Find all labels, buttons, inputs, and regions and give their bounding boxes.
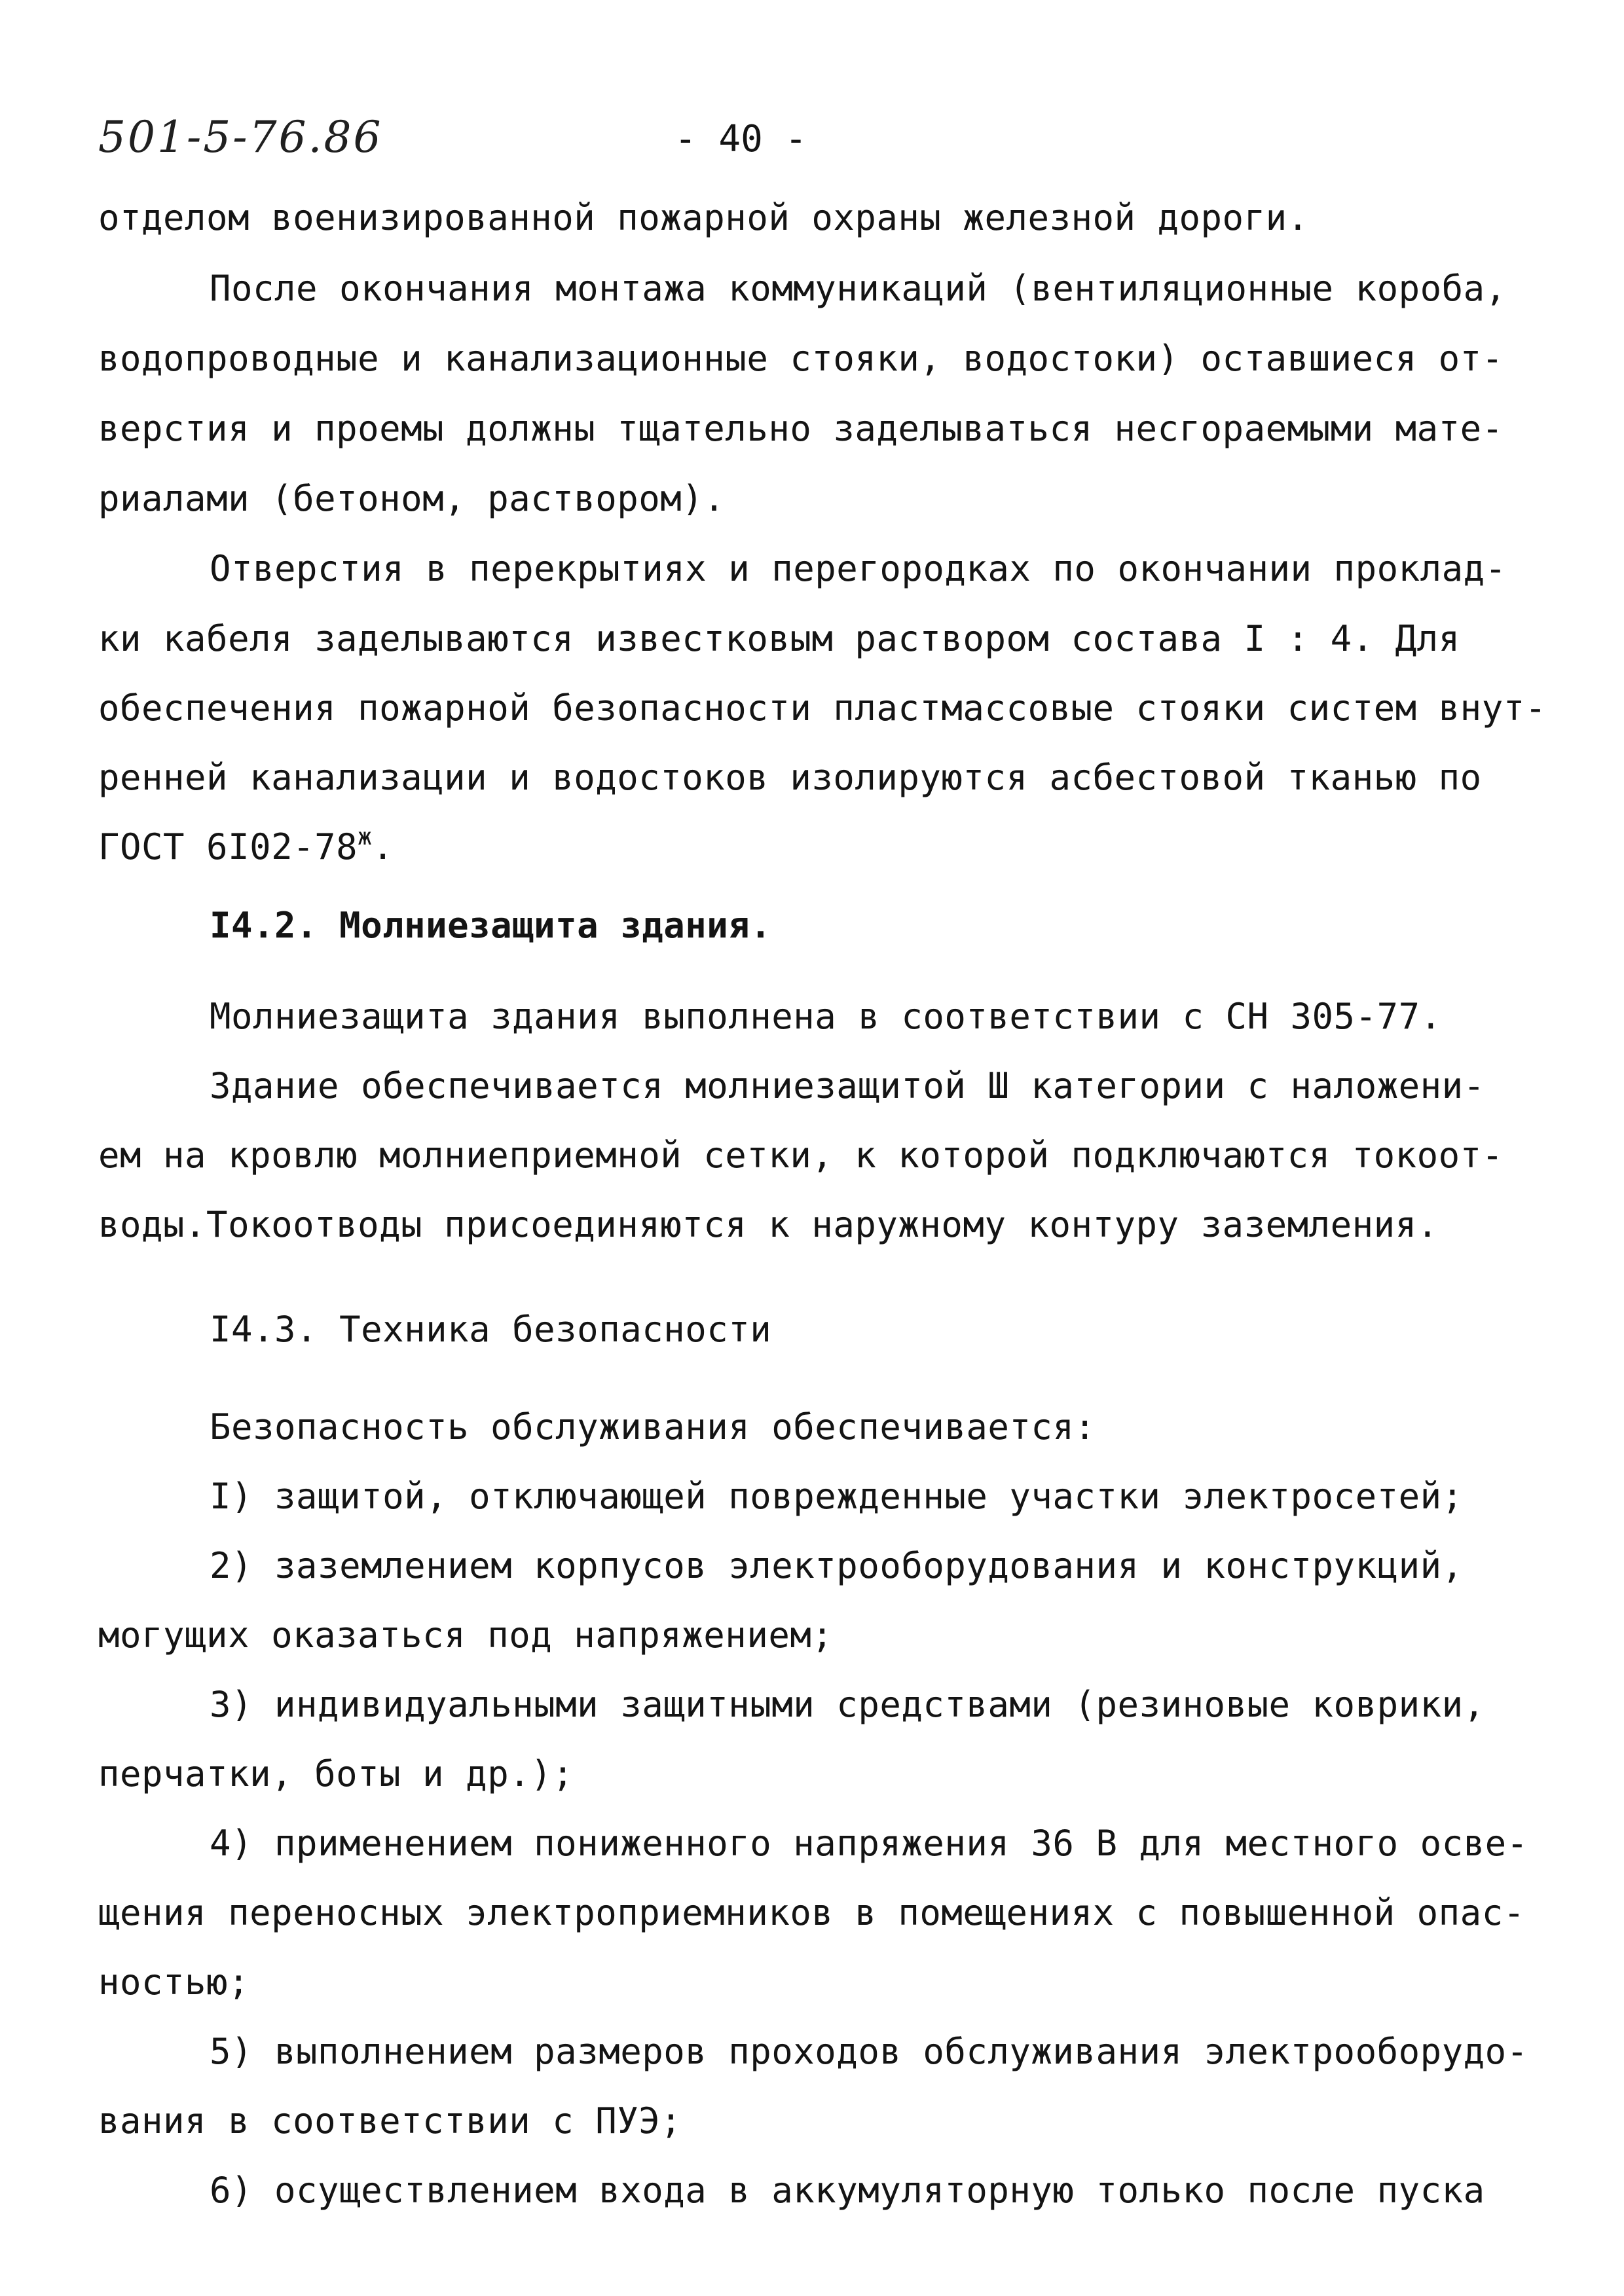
- text-line: ренней канализации и водостоков изолируются асбестовой тканью по: [98, 757, 1482, 798]
- list-item-continuation: щения переносных электроприемников в помещениях с повышенной опас-: [98, 1892, 1525, 1933]
- text-line: Молниезащита здания выполнена в соответствии с СН 305-77.: [210, 996, 1442, 1037]
- text-line: обеспечения пожарной безопасности пластмассовые стояки систем внут-: [98, 687, 1547, 729]
- list-item-continuation: ностью;: [98, 1961, 250, 2003]
- list-item: I) защитой, отключающей поврежденные участки электросетей;: [210, 1476, 1464, 1517]
- gost-reference: ГОСТ 6I02-78: [98, 826, 358, 867]
- section-heading: I4.2. Молниезащита здания.: [210, 905, 772, 946]
- list-item-continuation: вания в соответствии с ПУЭ;: [98, 2100, 682, 2141]
- text-line: Здание обеспечивается молниезащитой Ш категории с наложени-: [210, 1065, 1485, 1106]
- list-item: 6) осуществлением входа в аккумуляторную только после пуска: [210, 2170, 1485, 2211]
- text-line: После окончания монтажа коммуникаций (вентиляционные короба,: [210, 268, 1507, 309]
- document-code-stamp: 501-5-76.86: [98, 112, 383, 162]
- text-line: риалами (бетоном, раствором).: [98, 478, 726, 519]
- text-line: ки кабеля заделываются известковым раствором состава I : 4. Для: [98, 618, 1460, 659]
- list-item: 2) заземлением корпусов электрооборудования и конструкций,: [210, 1545, 1464, 1586]
- text-line: верстия и проемы должны тщательно заделываться несгораемыми мате-: [98, 408, 1504, 449]
- list-item: 5) выполнением размеров проходов обслуживания электрооборудо-: [210, 2031, 1528, 2072]
- text-line: отделом военизированной пожарной охраны железной дороги.: [98, 197, 1309, 238]
- text-line: водопроводные и канализационные стояки, водостоки) оставшиеся от-: [98, 338, 1504, 379]
- text-line: Отверстия в перекрытиях и перегородках по окончании проклад-: [210, 548, 1507, 589]
- page-number: - 40 -: [674, 118, 807, 160]
- text-line: воды.Токоотводы присоединяются к наружному контуру заземления.: [98, 1204, 1439, 1245]
- text-line: ем на кровлю молниеприемной сетки, к которой подключаются токоот-: [98, 1135, 1504, 1176]
- gost-reference-line: [98, 826, 394, 869]
- gost-reference-end: .: [372, 826, 394, 867]
- section-heading: I4.3. Техника безопасности: [210, 1309, 772, 1350]
- gost-reference-mark: ж: [358, 824, 373, 850]
- text-line: Безопасность обслуживания обеспечивается:: [210, 1406, 1096, 1448]
- list-item-continuation: могущих оказаться под напряжением;: [98, 1614, 834, 1656]
- list-item-continuation: перчатки, боты и др.);: [98, 1753, 574, 1795]
- list-item: 3) индивидуальными защитными средствами (резиновые коврики,: [210, 1684, 1485, 1725]
- list-item: 4) применением пониженного напряжения 36 В для местного осве-: [210, 1823, 1528, 1864]
